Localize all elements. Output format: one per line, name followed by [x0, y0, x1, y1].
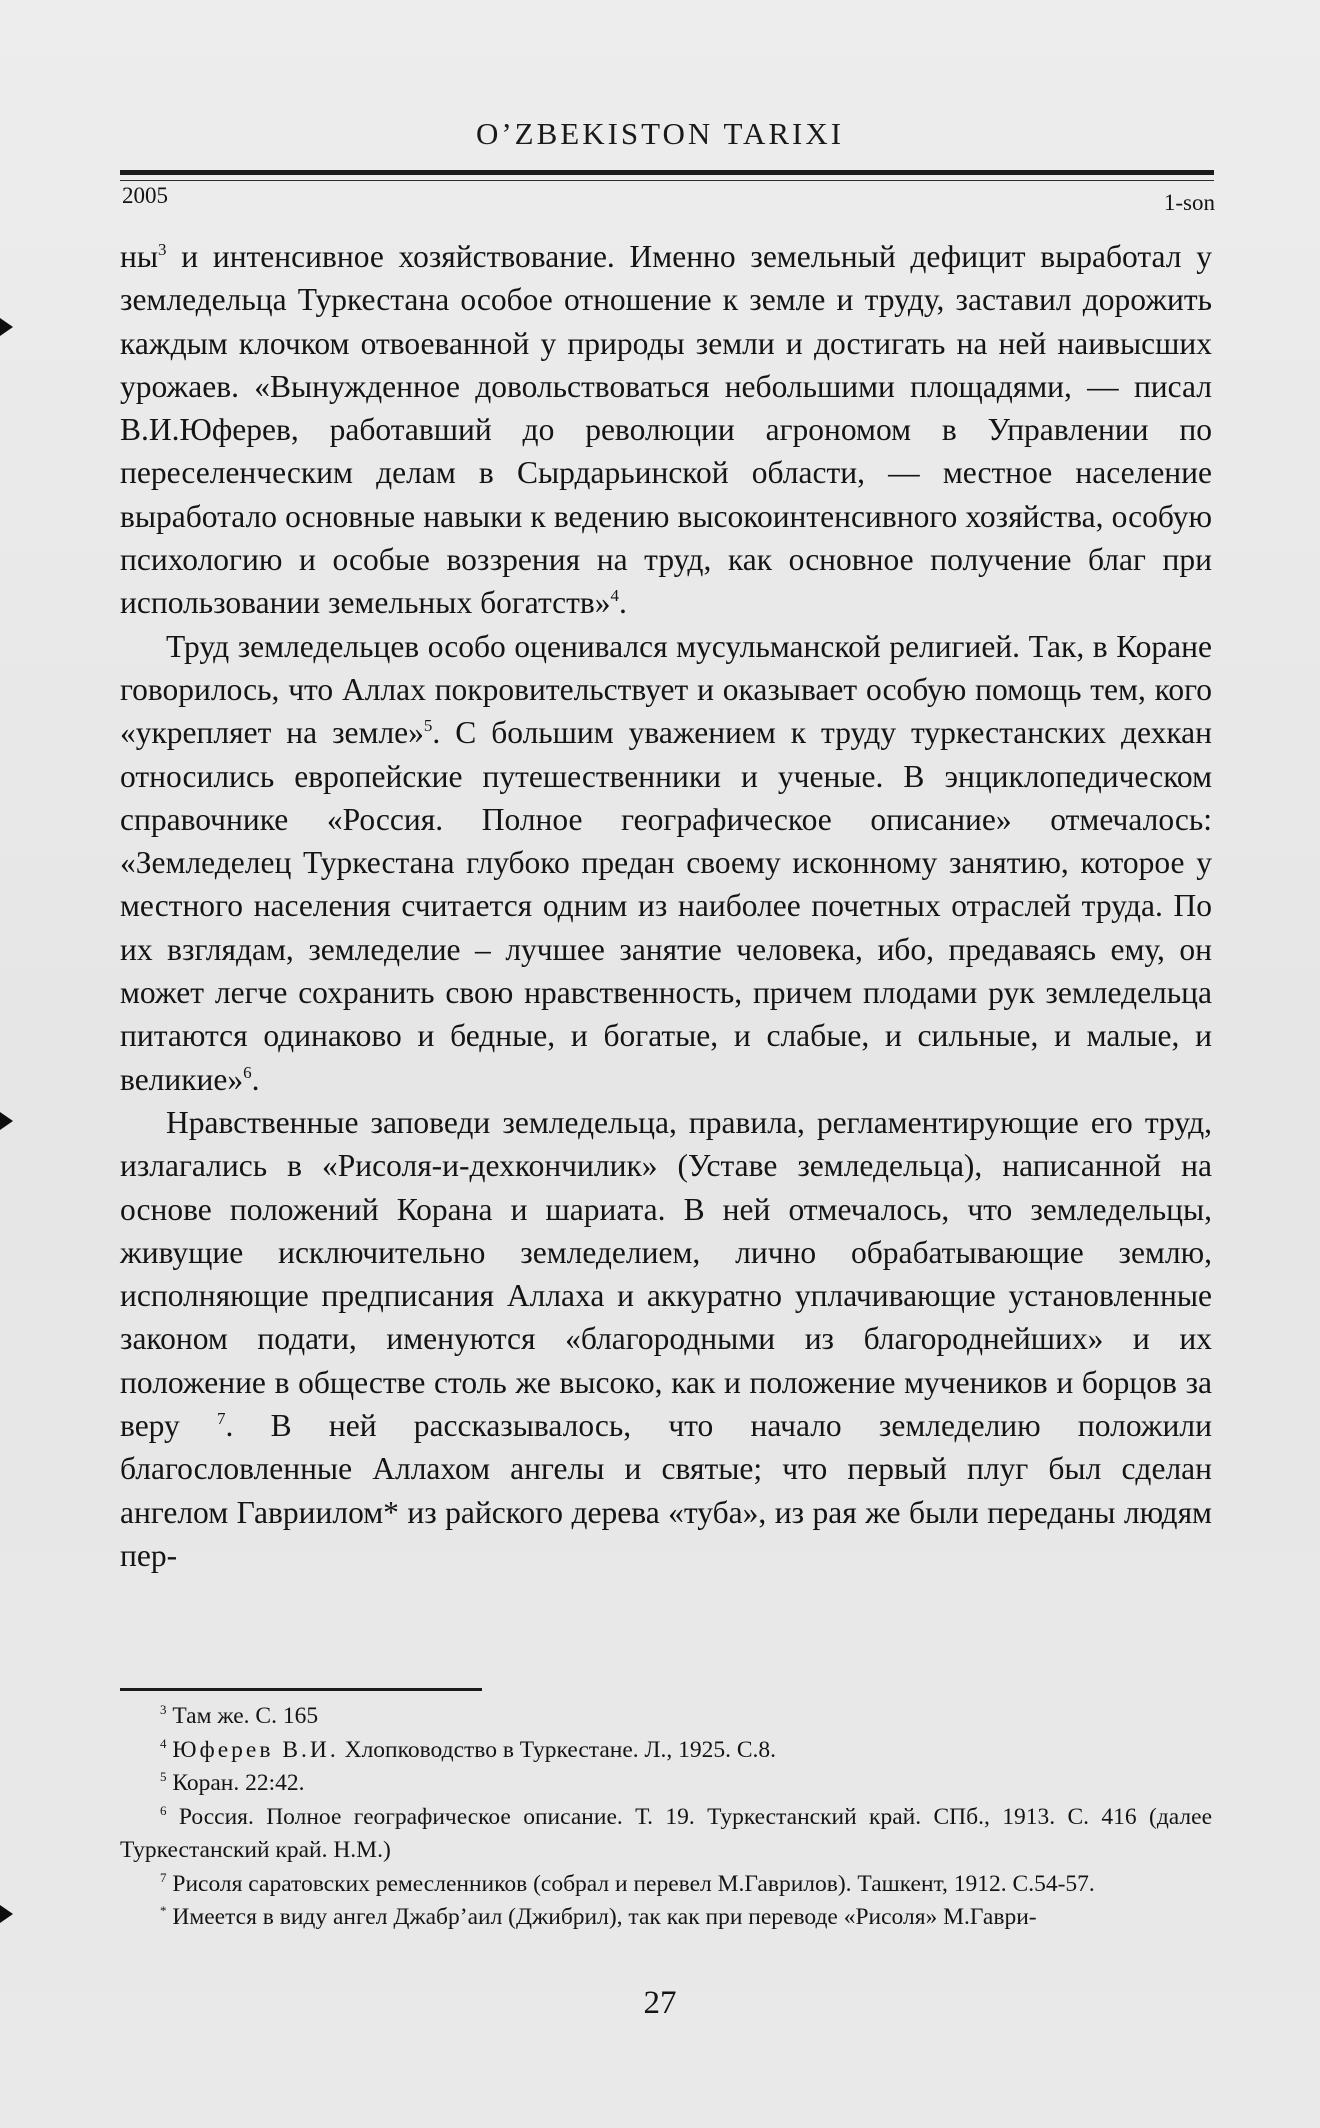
footnote-mark: 6 — [160, 1802, 167, 1818]
paragraph-text: и интенсивное хозяйствование. Именно земельный дефицит выработал у земледельца Туркестана особое отношение к земле и труду, заставил дорожить каждым клочком отвоеванной у природы земли и достигать на ней наивысших урожаев. «Вынужденное довольствоваться небольшими площадями, — писал В.И.Юферев, работавший до революции агрономом в Управлении по переселенческим делам в Сырдарьинской области, — местное население выработало основные навыки к ведению высокоинтенсивного хозяйства, особую психологию и особые воззрения на труд, как основное получение благ при использовании земельных богатств» — [120, 239, 1212, 621]
paragraph-text: . В ней рассказывалось, что начало земледелию положили благословленные Аллахом ангелы и святые; что первый плуг был сделан ангелом Гавриилом* из райского дерева «туба», из рая же были переданы людям пер- — [120, 1408, 1212, 1573]
paragraph — [120, 1101, 1212, 1577]
footnote — [120, 1801, 1212, 1868]
page-number: 27 — [643, 1985, 677, 2021]
header-rule-thick — [120, 170, 1214, 175]
footnote-mark: 5 — [160, 1769, 167, 1784]
footnote-ref: 4 — [610, 586, 619, 606]
paragraph-text: Нравственные заповеди земледельца, правила, регламентирующие его труд, излагались в «Рисоля-и-дехкончилик» (Уставе земледельца), написанной на основе положений Корана и шариата. В ней отмечалось, что земледельцы, живущие исключительно земледелием, лично обрабатывающие землю, исполняющие предписания Аллаха и аккуратно уплачивающие установленные законом подати, именуются «благородными из благороднейших» и их положение в обществе столь же высоко, как и положение мучеников и борцов за веру — [120, 1104, 1212, 1444]
paragraph-text: . — [618, 585, 627, 621]
footnote-ref: 7 — [217, 1409, 226, 1429]
footnote-text: Коран. 22:42. — [172, 1770, 305, 1796]
footnote — [120, 1767, 1212, 1801]
footnote-mark: 7 — [160, 1869, 167, 1885]
footnote-author: Юферев В.И. — [172, 1736, 339, 1763]
paragraph — [120, 625, 1212, 1101]
footnotes — [120, 1700, 1212, 1935]
paragraph-text: . — [251, 1061, 260, 1097]
footnote-ref: 3 — [158, 240, 167, 259]
footnote — [120, 1734, 1212, 1768]
binding-hole-mark — [0, 318, 13, 336]
footnote-text: Хлопководство в Туркестане. Л., 1925. С.8. — [338, 1736, 776, 1763]
footnote-text: Россия. Полное географическое описание. Т. 19. Туркестанский край. СПб., 1913. С. 416 (далее Туркестанский край. Н.М.) — [120, 1803, 1213, 1863]
footnote-mark: 3 — [160, 1702, 167, 1717]
header-rule-thin — [120, 180, 1214, 181]
footnote-text: Там же. С. 165 — [172, 1703, 319, 1729]
paragraph-text: . С большим уважением к труду туркестанских дехкан относились европейские путешественники и ученые. В энциклопедическом справочнике «Россия. Полное географическое описание» отмечалось: «Земледелец Туркестана глубоко предан своему исконному занятию, которое у местного населения считается одним из наиболее почетных отраслей труда. По их взглядам, земледелие – лучшее занятие человека, ибо, предаваясь ему, он может легче сохранить свою нравственность, причем плодами рук земледельца питаются одинаково и бедные, и богатые, и слабые, и сильные, и малые, и великие» — [120, 715, 1212, 1097]
footnote — [120, 1868, 1212, 1902]
binding-hole-mark — [0, 1905, 13, 1923]
binding-hole-mark — [0, 1112, 13, 1130]
issue-year: 2005 — [122, 183, 168, 208]
footnote — [120, 1901, 1212, 1935]
footnote-separator — [120, 1688, 482, 1691]
footnote-ref: 5 — [423, 716, 433, 736]
paragraph — [120, 235, 1212, 625]
footnote-mark: * — [160, 1903, 167, 1918]
article-body — [120, 235, 1212, 1577]
footnote — [120, 1700, 1212, 1734]
issue-number: 1-son — [1163, 190, 1215, 215]
footnote-ref: 6 — [243, 1062, 252, 1082]
footnote-mark: 4 — [160, 1735, 167, 1751]
paragraph-text: ны — [120, 239, 159, 274]
journal-title: O’ZBEKISTON TARIXI — [475, 116, 845, 151]
footnote-text: Имеется в виду ангел Джабр’аил (Джибрил), так как при переводе «Рисоля» М.Гаври- — [172, 1904, 1037, 1930]
paragraph-text: Труд земледельцев особо оценивался мусульманской религией. Так, в Коране говорилось, что Аллах покровительствует и оказывает особую помощь тем, кого «укрепляет на земле» — [120, 628, 1212, 751]
footnote-text: Рисоля саратовских ремесленников (собрал и перевел М.Гаврилов). Ташкент, 1912. С.54-57. — [172, 1870, 1095, 1897]
